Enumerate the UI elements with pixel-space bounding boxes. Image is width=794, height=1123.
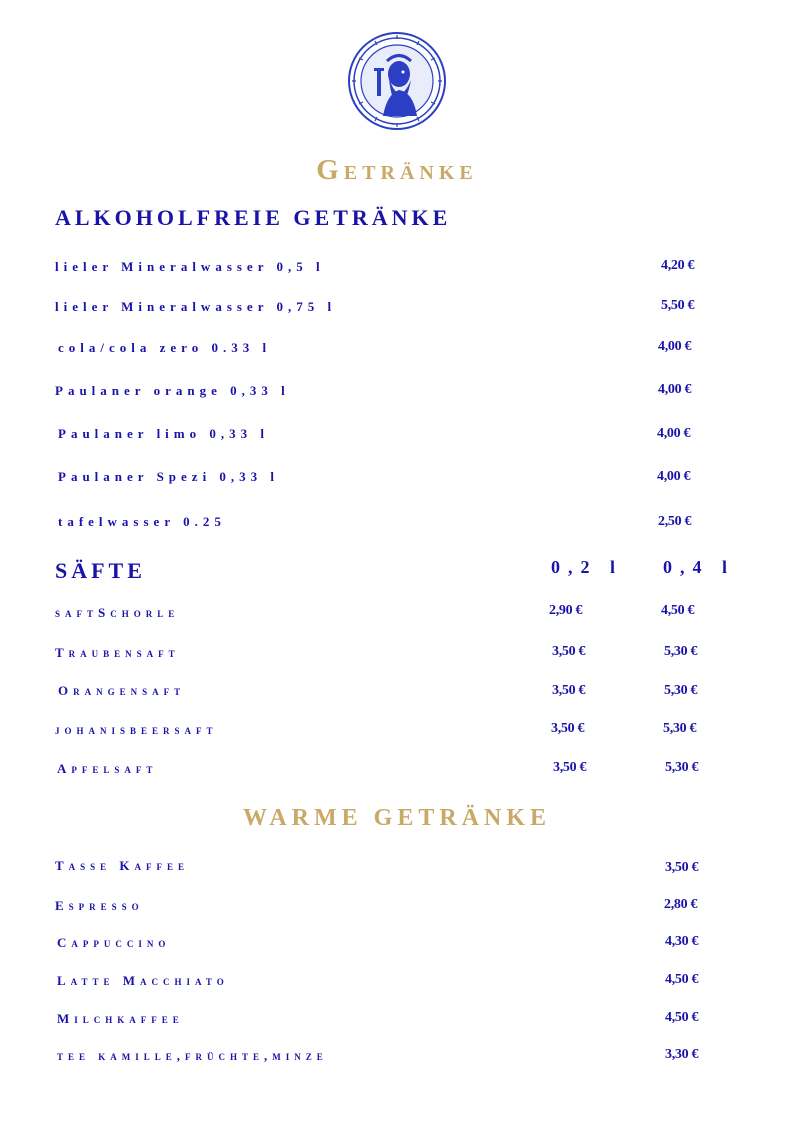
item-price-small: 3,50 € [553,760,587,775]
list-item: Cappuccino [57,935,171,950]
item-price-large: 5,30 € [664,683,698,698]
page-title: Getränke [316,154,478,186]
list-item: Traubensaft [55,645,180,660]
item-price-small: 3,50 € [552,644,586,659]
section-heading-alkoholfrei: ALKOHOLFREIE GETRÄNKE [55,205,452,230]
item-price: 4,50 € [665,972,699,987]
item-price: 3,50 € [665,860,699,875]
list-item: tee kamille,früchte,minze [57,1048,328,1063]
item-price: 4,20 € [661,258,695,273]
list-item: Orangensaft [58,683,186,698]
item-price-large: 5,30 € [665,760,699,775]
list-item: johanisbeersaft [55,722,218,737]
item-price: 4,00 € [658,382,692,397]
zeus-medallion-icon [347,28,447,134]
item-price-small: 2,90 € [549,603,583,618]
list-item: Apfelsaft [57,761,158,776]
item-price: 2,50 € [658,514,692,529]
list-item: Latte Macchiato [57,973,229,988]
list-item: lieler Mineralwasser 0,5 l [55,259,325,274]
section-heading-saefte: SÄFTE [55,558,146,583]
column-header-large: 0,4 l [663,557,736,577]
list-item: Paulaner Spezi 0,33 l [58,469,280,484]
list-item: cola/cola zero 0.33 l [58,340,272,355]
list-item: lieler Mineralwasser 0,75 l [55,299,337,314]
item-price: 4,30 € [665,934,699,949]
list-item: Paulaner limo 0,33 l [58,426,269,441]
item-price: 3,30 € [665,1047,699,1062]
item-price-small: 3,50 € [551,721,585,736]
item-price: 5,50 € [661,298,695,313]
item-price: 4,00 € [657,469,691,484]
list-item: tafelwasser 0.25 [58,514,226,529]
item-price: 4,00 € [657,426,691,441]
list-item: Milchkaffee [57,1011,184,1026]
list-item: saftSchorle [55,605,180,620]
section-heading-warm: WARME GETRÄNKE [242,805,552,831]
list-item: Paulaner orange 0,33 l [55,383,290,398]
list-item: Espresso [55,898,144,913]
item-price-small: 3,50 € [552,683,586,698]
column-header-small: 0,2 l [551,557,624,577]
list-item: Tasse Kaffee [55,858,190,873]
item-price: 4,00 € [658,339,692,354]
item-price-large: 4,50 € [661,603,695,618]
item-price: 2,80 € [664,897,698,912]
item-price-large: 5,30 € [664,644,698,659]
item-price-large: 5,30 € [663,721,697,736]
item-price: 4,50 € [665,1010,699,1025]
